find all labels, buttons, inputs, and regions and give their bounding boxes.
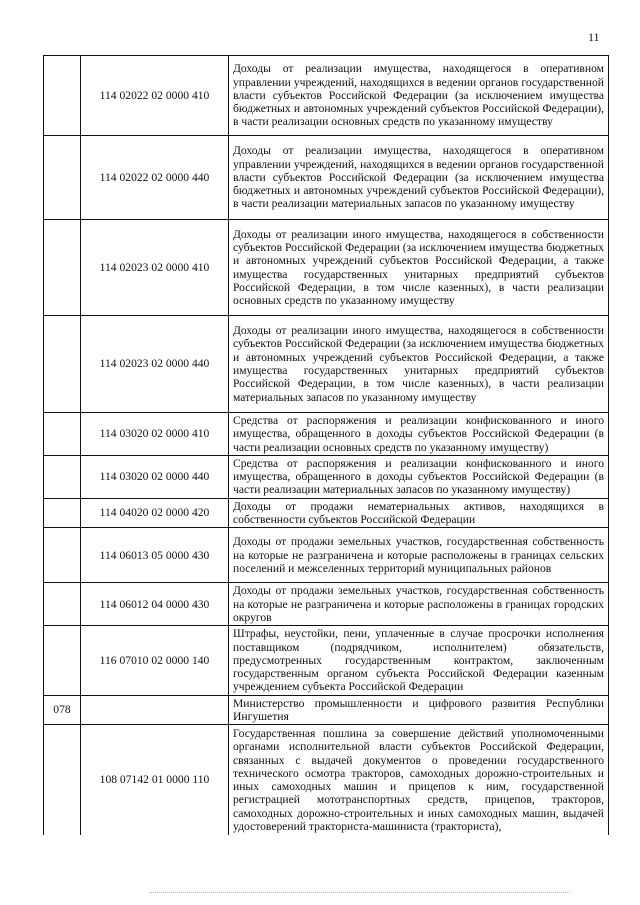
table-row — [44, 626, 609, 695]
revenue-code-cell — [81, 695, 229, 725]
revenue-codes-table — [43, 55, 609, 835]
revenue-description-cell: Государственная пошлина за совершение действий уполномоченными органами исполнительной власти субъектов Российской Федерации, связанных с выдачей документов о проведении государственного технического осмотра тракторов, самоходных дорожно-строительных и иных самоходных машин и прицепов к ним, государственной регистрацией мототранспортных средств, прицепов, тракторов, самоходных дорожно-строительных и иных самоходных машин, выдачей удостоверений тракториста-машиниста (тракториста), — [229, 725, 609, 835]
table-row — [44, 316, 609, 413]
table-row — [44, 455, 609, 498]
revenue-code-cell: 114 03020 02 0000 440 — [81, 455, 229, 498]
revenue-description-cell: Доходы от продажи земельных участков, государственная собственность на которые не разграничена и которые расположены в границах сельских поселений и межселенных территорий муниципальных районов — [229, 528, 609, 583]
revenue-description-cell: Доходы от продажи земельных участков, государственная собственность на которые не разграничена и которые расположены в границах городских округов — [229, 583, 609, 626]
table-row — [44, 583, 609, 626]
revenue-description-cell: Средства от распоряжения и реализации конфискованного и иного имущества, обращенного в доходы субъектов Российской Федерации (в части реализации материальных запасов по указанному имуществу) — [229, 455, 609, 498]
revenue-code-cell: 114 06012 04 0000 430 — [81, 583, 229, 626]
revenue-code-cell: 114 02023 02 0000 440 — [81, 316, 229, 413]
revenue-code-cell: 114 06013 05 0000 430 — [81, 528, 229, 583]
revenue-code-cell: 108 07142 01 0000 110 — [81, 725, 229, 835]
page-number: 11 — [588, 30, 600, 44]
admin-code-cell — [44, 583, 81, 626]
admin-code-cell — [44, 220, 81, 316]
admin-code-cell — [44, 528, 81, 583]
table-row — [44, 528, 609, 583]
table-row — [44, 695, 609, 725]
revenue-code-cell: 114 03020 02 0000 410 — [81, 413, 229, 456]
revenue-description-cell: Средства от распоряжения и реализации конфискованного и иного имущества, обращенного в доходы субъектов Российской Федерации (в части реализации основных средств по указанному имуществу) — [229, 413, 609, 456]
table-row — [44, 725, 609, 835]
admin-code-cell — [44, 56, 81, 136]
table-row — [44, 220, 609, 316]
table-row — [44, 498, 609, 528]
admin-code-cell — [44, 498, 81, 528]
revenue-description-cell: Доходы от реализации имущества, находящегося в оперативном управлении учреждений, находящихся в ведении органов государственной власти субъектов Российской Федерации (за исключением имущества бюджетных и автономных учреждений субъектов Российской Федерации), в части реализации основных средств по указанному имуществу — [229, 56, 609, 136]
scan-artifact-line — [150, 892, 570, 894]
revenue-code-cell: 114 04020 02 0000 420 — [81, 498, 229, 528]
table-row — [44, 56, 609, 136]
revenue-description-cell: Доходы от реализации иного имущества, находящегося в собственности субъектов Российской Федерации (за исключением имущества бюджетных и автономных учреждений субъектов Российской Федерации, а также имущества государственных унитарных предприятий субъектов Российской Федерации, в том числе казенных), в части реализации материальных запасов по указанному имуществу — [229, 316, 609, 413]
admin-code-cell: 078 — [44, 695, 81, 725]
revenue-code-cell: 116 07010 02 0000 140 — [81, 626, 229, 695]
revenue-code-cell: 114 02022 02 0000 440 — [81, 136, 229, 220]
revenue-description-cell: Доходы от реализации иного имущества, находящегося в собственности субъектов Российской Федерации (за исключением имущества бюджетных и автономных учреждений субъектов Российской Федерации, а также имущества государственных унитарных предприятий субъектов Российской Федерации, в том числе казенных), в части реализации основных средств по указанному имуществу — [229, 220, 609, 316]
admin-code-cell — [44, 413, 81, 456]
table-row — [44, 136, 609, 220]
revenue-description-cell: Штрафы, неустойки, пени, уплаченные в случае просрочки исполнения поставщиком (подрядчиком, исполнителем) обязательств, предусмотренных государственным контрактом, заключенным государственным органом субъекта Российской Федерации казенным учреждением субъекта Российской Федерации — [229, 626, 609, 695]
revenue-description-cell: Доходы от продажи нематериальных активов, находящихся в собственности субъектов Российской Федерации — [229, 498, 609, 528]
admin-code-cell — [44, 136, 81, 220]
revenue-code-cell: 114 02022 02 0000 410 — [81, 56, 229, 136]
revenue-description-cell: Министерство промышленности и цифрового развития Республики Ингушетия — [229, 695, 609, 725]
admin-code-cell — [44, 725, 81, 835]
admin-code-cell — [44, 316, 81, 413]
revenue-code-cell: 114 02023 02 0000 410 — [81, 220, 229, 316]
revenue-description-cell: Доходы от реализации имущества, находящегося в оперативном управлении учреждений, находящихся в ведении органов государственной власти субъектов Российской Федерации (за исключением имущества бюджетных и автономных учреждений субъектов Российской Федерации), в части реализации материальных запасов по указанному имуществу — [229, 136, 609, 220]
admin-code-cell — [44, 626, 81, 695]
admin-code-cell — [44, 455, 81, 498]
table-row — [44, 413, 609, 456]
